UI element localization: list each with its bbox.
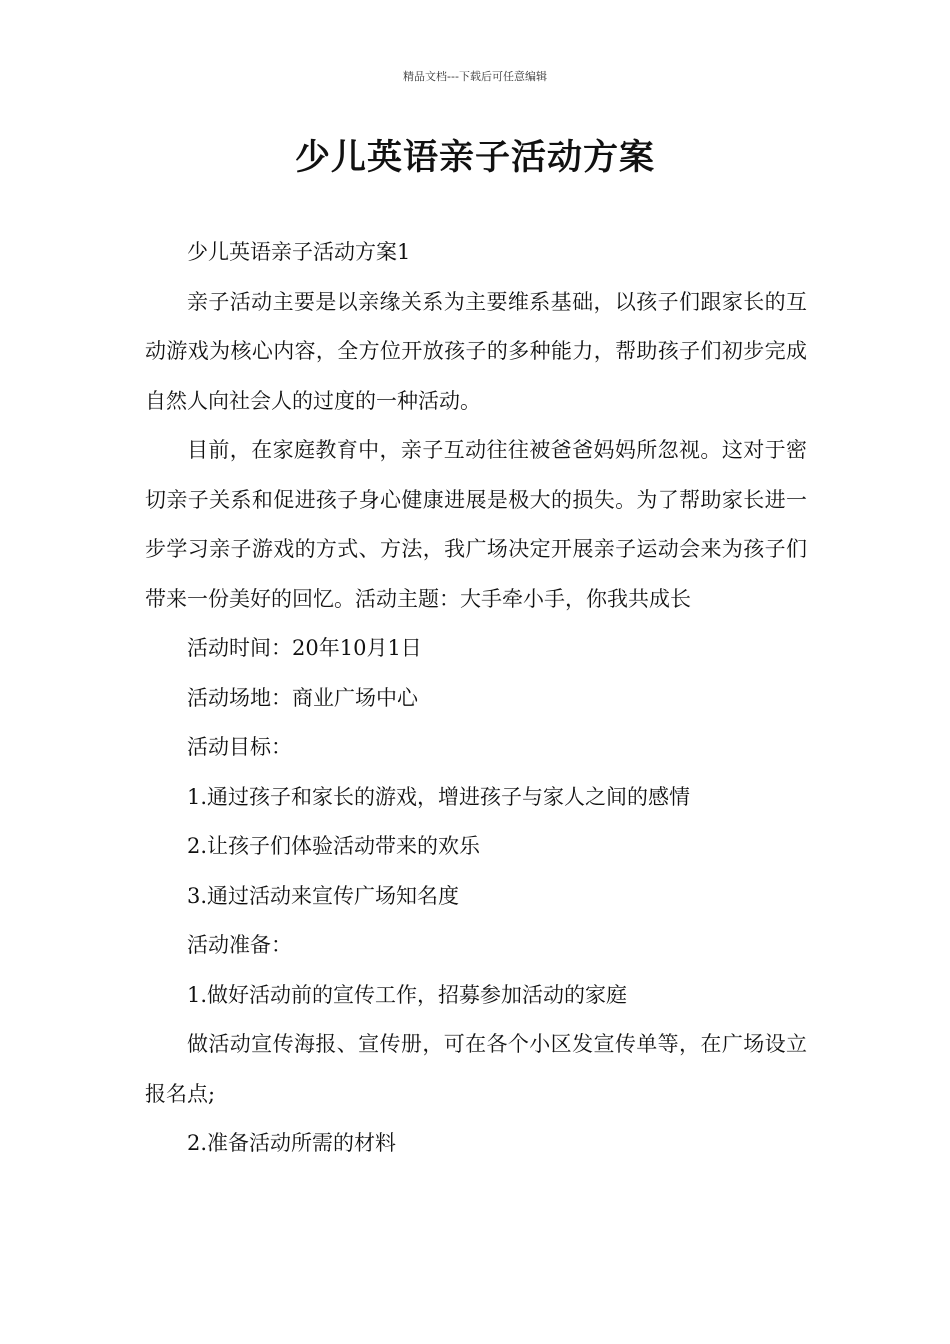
prep-item: 2.准备活动所需的材料 bbox=[187, 1131, 397, 1155]
prep-item: 1.做好活动前的宣传工作，招募参加活动的家庭 bbox=[187, 982, 628, 1007]
page-header-note: 精品文档---下载后可任意编辑 bbox=[403, 70, 547, 83]
document-body bbox=[145, 228, 807, 1169]
paragraph-intro: 亲子活动主要是以亲缘关系为主要维系基础，以孩子们跟家长的互动游戏为核心内容，全方位开放孩子的多种能力，帮助孩子们初步完成自然人向社会人的过度的一种活动。 bbox=[145, 289, 807, 413]
goal-item: 3.通过活动来宣传广场知名度 bbox=[187, 883, 460, 908]
goal-item: 1.通过孩子和家长的游戏，增进孩子与家人之间的感情 bbox=[187, 784, 691, 809]
goal-item: 2.让孩子们体验活动带来的欢乐 bbox=[187, 834, 481, 858]
activity-goals-heading: 活动目标： bbox=[187, 735, 292, 759]
activity-prep-heading: 活动准备： bbox=[187, 933, 292, 957]
document-title: 少儿英语亲子活动方案 bbox=[294, 138, 655, 178]
activity-time: 活动时间：20年10月1日 bbox=[187, 636, 422, 660]
section-heading: 少儿英语亲子活动方案1 bbox=[187, 240, 411, 264]
prep-detail: 做活动宣传海报、宣传册，可在各个小区发宣传单等，在广场设立报名点; bbox=[145, 1032, 807, 1106]
activity-venue: 活动场地：商业广场中心 bbox=[187, 685, 418, 710]
paragraph-background: 目前，在家庭教育中，亲子互动往往被爸爸妈妈所忽视。这对于密切亲子关系和促进孩子身心健康进展是极大的损失。为了帮助家长进一步学习亲子游戏的方式、方法，我广场决定开展亲子运动会来为孩子们带来一份美好的回忆。活动主题：大手牵小手，你我共成长 bbox=[145, 438, 807, 611]
